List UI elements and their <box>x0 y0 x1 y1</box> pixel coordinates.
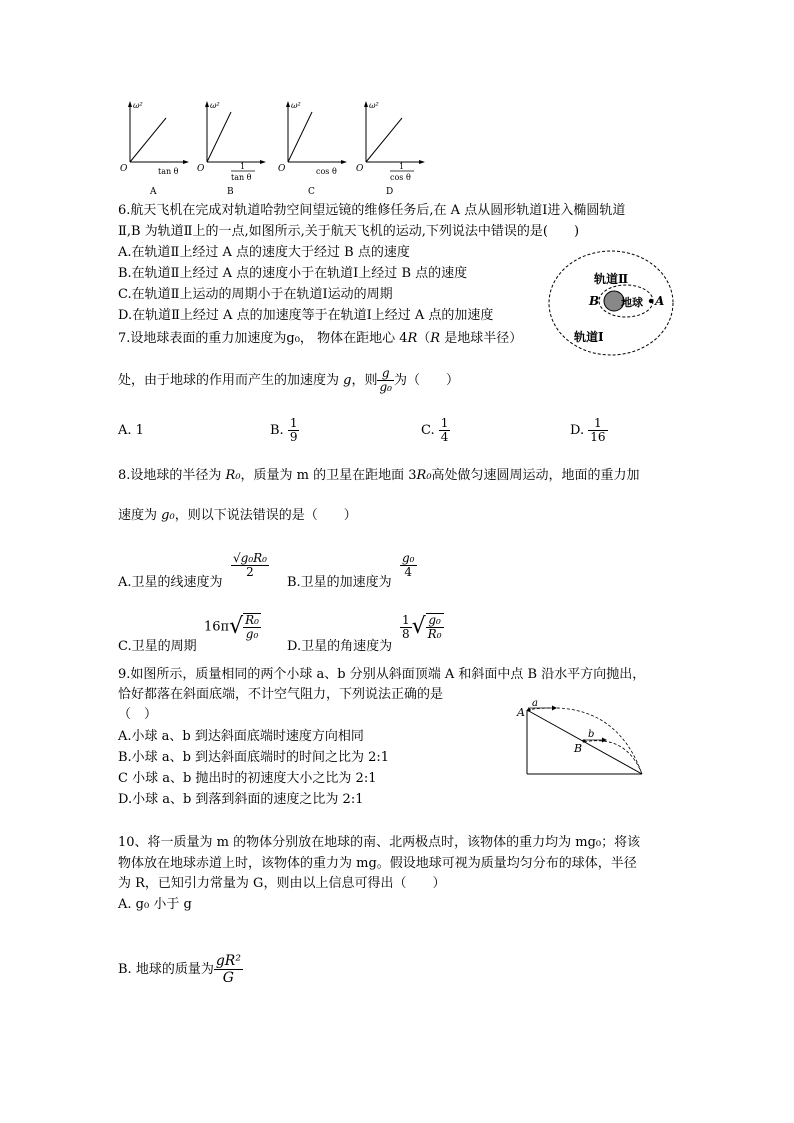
origin-label: O <box>120 164 128 174</box>
x-axis-label-num: 1 <box>240 162 246 171</box>
q9-option-b: B.小球 a、b 到达斜面底端时的时间之比为 2:1 <box>118 750 390 765</box>
x-axis-label-den: cos θ <box>390 173 411 182</box>
q8-option-d: D.卫星的角速度为 <box>287 639 393 654</box>
y-axis-arrow <box>205 101 209 107</box>
point-a-label: A <box>655 294 665 308</box>
orbit-2-label: 轨道Ⅱ <box>594 272 629 286</box>
point-a-label: A <box>517 706 525 719</box>
incline-figure <box>514 696 644 778</box>
orbit-figure <box>548 250 674 356</box>
q10-option-b: B. 地球的质量为 $\frac{\text{gR²}}{G}$ <box>118 953 241 986</box>
origin-label: O <box>197 164 205 174</box>
q8-option-c-formula: 16π√ $\frac{\text{R₀}}{\text{g₀}}$ <box>204 613 259 641</box>
graph-c <box>278 101 347 197</box>
graph-letter: C <box>308 187 315 197</box>
q7-option-a: A. 1 <box>118 423 144 438</box>
y-axis-label: ω² <box>133 101 143 110</box>
q6-option-c: C.在轨道Ⅱ上运动的周期小于在轨道Ⅰ运动的周期 <box>118 287 393 302</box>
earth-label: 地球 <box>621 296 643 309</box>
q7-line2: 处，由于地球的作用而产生的加速度为 g，则 $\frac{g}{\text{g₀}}$ 为（ ） <box>118 366 459 394</box>
q8-line2: 速度为 g₀，则以下说法错误的是（ ） <box>118 508 357 523</box>
graph-a <box>120 101 189 197</box>
origin-label: O <box>278 164 286 174</box>
graph-line <box>207 112 231 162</box>
x-axis-arrow <box>260 160 266 164</box>
x-axis-label: tan θ <box>158 167 179 176</box>
q7-option-b: B. $\frac{1}{9}$ <box>270 416 298 444</box>
point-b-label: B <box>574 742 583 755</box>
q8-option-c: C.卫星的周期 <box>118 639 197 654</box>
y-axis-arrow <box>286 101 290 107</box>
y-axis-arrow <box>364 101 368 107</box>
graph-line <box>366 118 402 162</box>
q8-line1: 8.设地球的半径为 R₀，质量为 m 的卫星在距地面 3R₀高处做匀速圆周运动，地面的重力加 <box>118 468 640 483</box>
y-axis-label: ω² <box>291 101 301 110</box>
ball-b-label: b <box>588 729 595 740</box>
q10-line1: 10、将一质量为 m 的物体分别放在地球的南、北两极点时，该物体的重力均为 mg₀；将该 <box>118 835 641 850</box>
q8-option-b: B.卫星的加速度为 <box>287 575 392 590</box>
q10-line3: 为 R，已知引力常量为 G，则由以上信息可得出（ ） <box>118 876 446 891</box>
q7-line1: 7.设地球表面的重力加速度为g₀， 物体在距地心 4R（R 是地球半径） <box>118 331 523 346</box>
q8-option-a: A.卫星的线速度为 <box>118 575 223 590</box>
graph-letter: A <box>150 187 157 197</box>
q6-option-a: A.在轨道Ⅱ上经过 A 点的速度大于经过 B 点的速度 <box>118 245 410 260</box>
x-axis-label: cos θ <box>316 167 337 176</box>
q7-fraction: $\frac{g}{\text{g₀}}$ <box>379 366 392 394</box>
graph-b <box>197 101 266 197</box>
graph-letter: D <box>386 187 394 197</box>
q9-line1: 9.如图所示，质量相同的两个小球 a、b 分别从斜面顶端 A 和斜面中点 B 沿水平方向抛出， <box>118 667 646 682</box>
origin-label: O <box>356 164 364 174</box>
ball-a-label: a <box>532 698 538 709</box>
q10-line2: 物体放在地球赤道上时，该物体的重力为 mg。假设地球可视为质量均匀分布的球体，半径 <box>118 856 637 871</box>
graph-line <box>288 112 312 162</box>
q7-option-d: D. $\frac{1}{16}$ <box>570 416 606 444</box>
q6-line2: Ⅱ,B 为轨道Ⅱ上的一点,如图所示,关于航天飞机的运动,下列说法中错误的是( ) <box>118 224 580 239</box>
q8-option-b-fraction: $\frac{\text{g₀}}{4}$ <box>402 551 415 579</box>
q6-option-d: D.在轨道Ⅱ上经过 A 点的加速度等于在轨道Ⅰ上经过 A 点的加速度 <box>118 308 494 323</box>
x-axis-label-num: 1 <box>399 162 405 171</box>
graph-d <box>356 101 425 197</box>
point-a-dot <box>649 299 653 303</box>
graph-line <box>130 118 166 162</box>
q7-option-c: C. $\frac{1}{4}$ <box>421 416 449 444</box>
q6-option-b: B.在轨道Ⅱ上经过 A 点的速度小于在轨道Ⅰ上经过 B 点的速度 <box>118 266 468 281</box>
orbit-1-label: 轨道Ⅰ <box>574 330 604 344</box>
q6-line1: 6.航天飞机在完成对轨道哈勃空间望远镜的维修任务后,在 A 点从圆形轨道Ⅰ进入椭圆轨道 <box>118 203 626 218</box>
y-axis-label: ω² <box>369 101 379 110</box>
q8-option-d-formula: $\frac{1}{8}$ √ $\frac{\text{g₀}}{\text{R₀}}$ <box>402 612 442 641</box>
graph-letter: B <box>227 187 234 197</box>
point-b-label: B <box>589 294 600 308</box>
q8-option-a-fraction: $\frac{\text{√g₀R₀}}{2}$ <box>233 551 267 579</box>
q9-option-c: C 小球 a、b 抛出时的初速度大小之比为 2:1 <box>118 771 377 786</box>
graph-row <box>118 98 418 200</box>
x-axis-arrow <box>341 160 347 164</box>
q9-line2: 恰好都落在斜面底端，不计空气阻力，下列说法正确的是 <box>118 687 444 702</box>
graph-a <box>118 98 418 200</box>
x-axis-label-den: tan θ <box>231 173 252 182</box>
q9-line3: （ ） <box>118 707 158 722</box>
y-axis-label: ω² <box>210 101 220 110</box>
y-axis-arrow <box>128 101 132 107</box>
x-axis-arrow <box>419 160 425 164</box>
q9-option-d: D.小球 a、b 到落到斜面的速度之比为 2:1 <box>118 792 364 807</box>
q9-option-a: A.小球 a、b 到达斜面底端时速度方向相同 <box>118 729 364 744</box>
x-axis-arrow <box>183 160 189 164</box>
q10-option-a: A. g₀ 小于 g <box>118 897 192 912</box>
